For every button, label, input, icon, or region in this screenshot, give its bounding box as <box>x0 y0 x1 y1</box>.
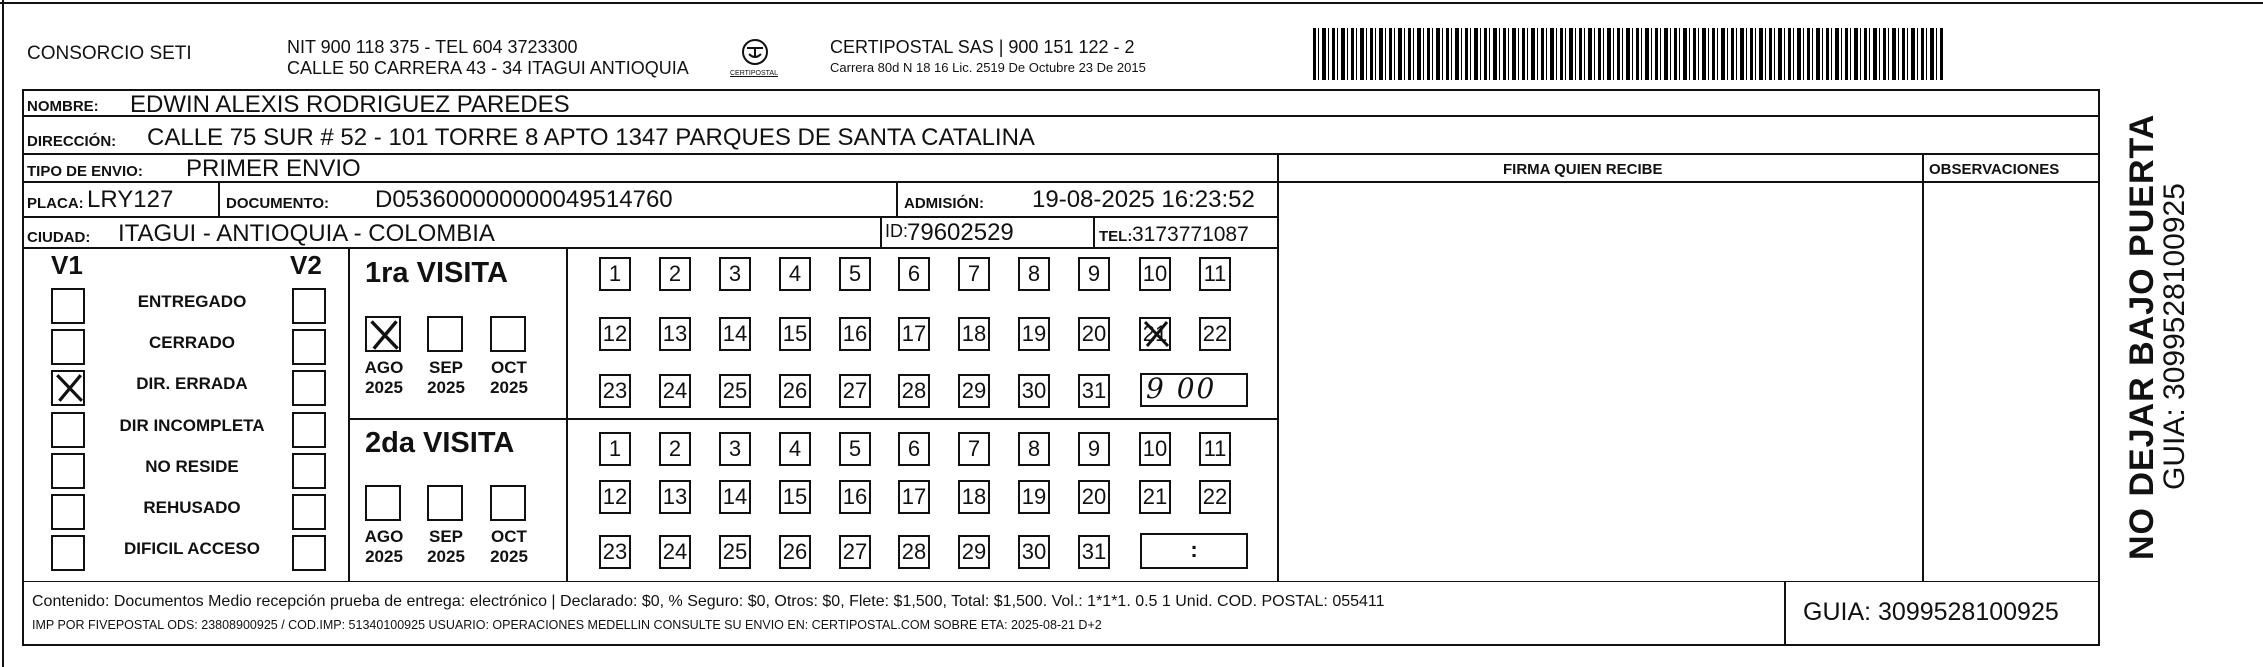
visit2-day-30[interactable]: 30 <box>1018 535 1050 569</box>
visit2-day-13[interactable]: 13 <box>659 480 691 514</box>
logo-text: CERTIPOSTAL <box>730 70 778 77</box>
documento-value: D053600000000049514760 <box>375 186 673 213</box>
visit1-day-29[interactable]: 29 <box>958 374 990 408</box>
visit1-month-checkbox[interactable] <box>427 316 463 352</box>
visit2-day-21[interactable]: 21 <box>1139 480 1171 514</box>
visit1-month-checkbox[interactable] <box>365 316 401 352</box>
visit2-time-colon: : <box>1190 537 1198 562</box>
side-guia: GUIA: 3099528100925 <box>2158 183 2191 490</box>
month-year: 2025 <box>490 377 528 397</box>
visit1-day-19[interactable]: 19 <box>1018 317 1050 351</box>
visit2-month-checkbox[interactable] <box>365 485 401 521</box>
ciudad-value: ITAGUI - ANTIOQUIA - COLOMBIA <box>118 220 495 247</box>
firma-label: FIRMA QUIEN RECIBE <box>1503 161 1663 178</box>
footer-line1: Contenido: Documentos Medio recepción prueba de entrega: electrónico | Declarado: $0, % Seguro: $0, Otros: $0, Flete: $1,500, Total: $1,500. Vol.: 1*1*1. 0.5 1 Unid. COD. POSTAL: 055411 <box>32 593 1385 610</box>
visit1-month-label <box>421 358 471 397</box>
visit2-day-16[interactable]: 16 <box>839 480 871 514</box>
admision-value: 19-08-2025 16:23:52 <box>1032 186 1255 213</box>
placa-label: PLACA: <box>27 195 84 212</box>
side-warning: NO DEJAR BAJO PUERTA <box>2123 113 2161 560</box>
visit2-day-31[interactable]: 31 <box>1078 535 1110 569</box>
visit2-month-label <box>484 527 534 566</box>
visit2-day-27[interactable]: 27 <box>839 535 871 569</box>
id-value: 79602529 <box>907 219 1014 246</box>
visit2-day-11[interactable]: 11 <box>1199 432 1231 466</box>
visit1-day-11[interactable]: 11 <box>1199 257 1231 291</box>
v1-checkbox[interactable] <box>51 288 85 324</box>
reason-label: NO RESIDE <box>145 457 239 476</box>
visit1-month-label <box>484 358 534 397</box>
visit1-day-12[interactable]: 12 <box>599 317 631 351</box>
id-label: ID: <box>885 221 909 241</box>
visit2-day-14[interactable]: 14 <box>719 480 751 514</box>
visit1-day-23[interactable]: 23 <box>599 374 631 408</box>
visit1-day-30[interactable]: 30 <box>1018 374 1050 408</box>
v2-checkbox[interactable] <box>292 288 326 324</box>
reason-label: DIR. ERRADA <box>136 374 248 393</box>
v2-checkbox[interactable] <box>292 453 326 489</box>
visit1-day-2[interactable]: 2 <box>659 257 691 291</box>
admision-label: ADMISIÓN: <box>904 195 984 212</box>
placa-value: LRY127 <box>87 186 174 213</box>
guia-footer: GUIA: 3099528100925 <box>1803 598 2059 626</box>
v1-checkbox[interactable] <box>51 329 85 365</box>
address-line: CALLE 50 CARRERA 43 - 34 ITAGUI ANTIOQUIA <box>287 58 689 78</box>
visit2-day-28[interactable]: 28 <box>898 535 930 569</box>
month-year: 2025 <box>365 377 403 397</box>
visit1-day-10[interactable]: 10 <box>1139 257 1171 291</box>
reason-label: DIFICIL ACCESO <box>123 539 260 558</box>
v1-checkbox[interactable] <box>51 370 85 406</box>
visit1-day-18[interactable]: 18 <box>958 317 990 351</box>
visit2-month-label <box>359 527 409 566</box>
visit2-day-19[interactable]: 19 <box>1018 480 1050 514</box>
visit2-day-9[interactable]: 9 <box>1078 432 1110 466</box>
visit2-day-12[interactable]: 12 <box>599 480 631 514</box>
visit2-day-7[interactable]: 7 <box>958 432 990 466</box>
reason-label: DIR INCOMPLETA <box>119 416 265 435</box>
month-year: 2025 <box>427 377 465 397</box>
visit1-day-4[interactable]: 4 <box>779 257 811 291</box>
visit2-day-22[interactable]: 22 <box>1199 480 1231 514</box>
visit1-day-9[interactable]: 9 <box>1078 257 1110 291</box>
visit1-day-17[interactable]: 17 <box>898 317 930 351</box>
month-name: AGO <box>364 527 404 546</box>
direccion-label: DIRECCIÓN: <box>27 133 117 150</box>
v2-label: V2 <box>290 250 322 280</box>
visit2-day-29[interactable]: 29 <box>958 535 990 569</box>
v1-checkbox[interactable] <box>51 494 85 530</box>
footer-line2: IMP POR FIVEPOSTAL ODS: 23808900925 / COD.IMP: 51340100925 USUARIO: OPERACIONES MEDELLIN CONSULTE SU ENVIO EN: CERTIPOSTAL.COM SOBRE ETA: 2025-08-21 D+2 <box>32 618 1102 632</box>
reason-label: CERRADO <box>149 333 235 352</box>
v2-checkbox[interactable] <box>292 494 326 530</box>
license-line: Carrera 80d N 18 16 Lic. 2519 De Octubre 23 De 2015 <box>830 60 1146 75</box>
visit2-day-3[interactable]: 3 <box>719 432 751 466</box>
certipostal-logo <box>728 37 782 81</box>
visit2-day-4[interactable]: 4 <box>779 432 811 466</box>
visit2-day-20[interactable]: 20 <box>1078 480 1110 514</box>
reason-label: REHUSADO <box>143 498 241 517</box>
visit2-month-label <box>421 527 471 566</box>
certipostal-line: CERTIPOSTAL SAS | 900 151 122 - 2 <box>830 37 1135 57</box>
month-name: SEP <box>428 527 464 546</box>
visit1-day-31[interactable]: 31 <box>1078 374 1110 408</box>
visit1-time-box[interactable] <box>1140 373 1248 407</box>
visit2-day-26[interactable]: 26 <box>779 535 811 569</box>
visit2-month-checkbox[interactable] <box>427 485 463 521</box>
visit1-day-6[interactable]: 6 <box>898 257 930 291</box>
barcode <box>1313 28 1943 80</box>
visit1-day-15[interactable]: 15 <box>779 317 811 351</box>
v2-checkbox[interactable] <box>292 535 326 571</box>
visit2-day-18[interactable]: 18 <box>958 480 990 514</box>
visit2-day-5[interactable]: 5 <box>839 432 871 466</box>
tipo-envio-value: PRIMER ENVIO <box>186 155 361 182</box>
month-year: 2025 <box>427 546 465 566</box>
reason-label: ENTREGADO <box>137 292 247 311</box>
visit1-day-26[interactable]: 26 <box>779 374 811 408</box>
visit1-day-16[interactable]: 16 <box>839 317 871 351</box>
tipo-envio-label: TIPO DE ENVIO: <box>27 163 143 180</box>
visit1-day-21[interactable]: 21 <box>1139 317 1171 351</box>
v2-checkbox[interactable] <box>292 412 326 448</box>
visit1-day-3[interactable]: 3 <box>719 257 751 291</box>
visit1-day-25[interactable]: 25 <box>719 374 751 408</box>
visit1-day-1[interactable]: 1 <box>599 257 631 291</box>
month-year: 2025 <box>365 546 403 566</box>
visit1-day-8[interactable]: 8 <box>1018 257 1050 291</box>
tel-label: TEL: <box>1099 228 1133 245</box>
visit1-day-27[interactable]: 27 <box>839 374 871 408</box>
ciudad-label: CIUDAD: <box>27 229 91 246</box>
visit2-day-23[interactable]: 23 <box>599 535 631 569</box>
v2-checkbox[interactable] <box>292 329 326 365</box>
visit1-day-7[interactable]: 7 <box>958 257 990 291</box>
tel-value: 3173771087 <box>1132 223 1249 246</box>
nit-line: NIT 900 118 375 - TEL 604 3723300 <box>287 37 578 57</box>
v1-checkbox[interactable] <box>51 412 85 448</box>
nombre-label: NOMBRE: <box>27 98 99 115</box>
observaciones-label: OBSERVACIONES <box>1929 161 2060 178</box>
nombre-value: EDWIN ALEXIS RODRIGUEZ PAREDES <box>130 91 570 118</box>
visit2-day-1[interactable]: 1 <box>599 432 631 466</box>
month-name: SEP <box>428 358 464 377</box>
visit2-time-box[interactable] <box>1140 533 1248 569</box>
visit1-time-handwritten: 9 00 <box>1146 372 1217 405</box>
month-name: OCT <box>491 527 527 546</box>
month-year: 2025 <box>490 546 528 566</box>
visit1-title: 1ra VISITA <box>365 257 508 289</box>
visit1-day-13[interactable]: 13 <box>659 317 691 351</box>
visit2-day-25[interactable]: 25 <box>719 535 751 569</box>
visit1-day-5[interactable]: 5 <box>839 257 871 291</box>
month-name: OCT <box>491 358 527 377</box>
visit2-day-8[interactable]: 8 <box>1018 432 1050 466</box>
visit1-month-checkbox[interactable] <box>490 316 526 352</box>
v1-label: V1 <box>51 250 83 280</box>
company-name: CONSORCIO SETI <box>27 43 192 64</box>
visit1-day-22[interactable]: 22 <box>1199 317 1231 351</box>
visit1-day-14[interactable]: 14 <box>719 317 751 351</box>
visit2-day-2[interactable]: 2 <box>659 432 691 466</box>
v2-checkbox[interactable] <box>292 370 326 406</box>
visit2-day-24[interactable]: 24 <box>659 535 691 569</box>
visit1-day-28[interactable]: 28 <box>898 374 930 408</box>
direccion-value: CALLE 75 SUR # 52 - 101 TORRE 8 APTO 1347 PARQUES DE SANTA CATALINA <box>147 124 1035 151</box>
v1-checkbox[interactable] <box>51 453 85 489</box>
visit2-title: 2da VISITA <box>365 427 515 459</box>
visit1-day-20[interactable]: 20 <box>1078 317 1110 351</box>
visit2-day-6[interactable]: 6 <box>898 432 930 466</box>
v1-checkbox[interactable] <box>51 535 85 571</box>
visit2-month-checkbox[interactable] <box>490 485 526 521</box>
visit2-day-10[interactable]: 10 <box>1139 432 1171 466</box>
month-name: AGO <box>364 358 404 377</box>
visit1-day-24[interactable]: 24 <box>659 374 691 408</box>
visit2-day-17[interactable]: 17 <box>898 480 930 514</box>
visit1-month-label <box>359 358 409 397</box>
visit2-day-15[interactable]: 15 <box>779 480 811 514</box>
documento-label: DOCUMENTO: <box>226 195 330 212</box>
